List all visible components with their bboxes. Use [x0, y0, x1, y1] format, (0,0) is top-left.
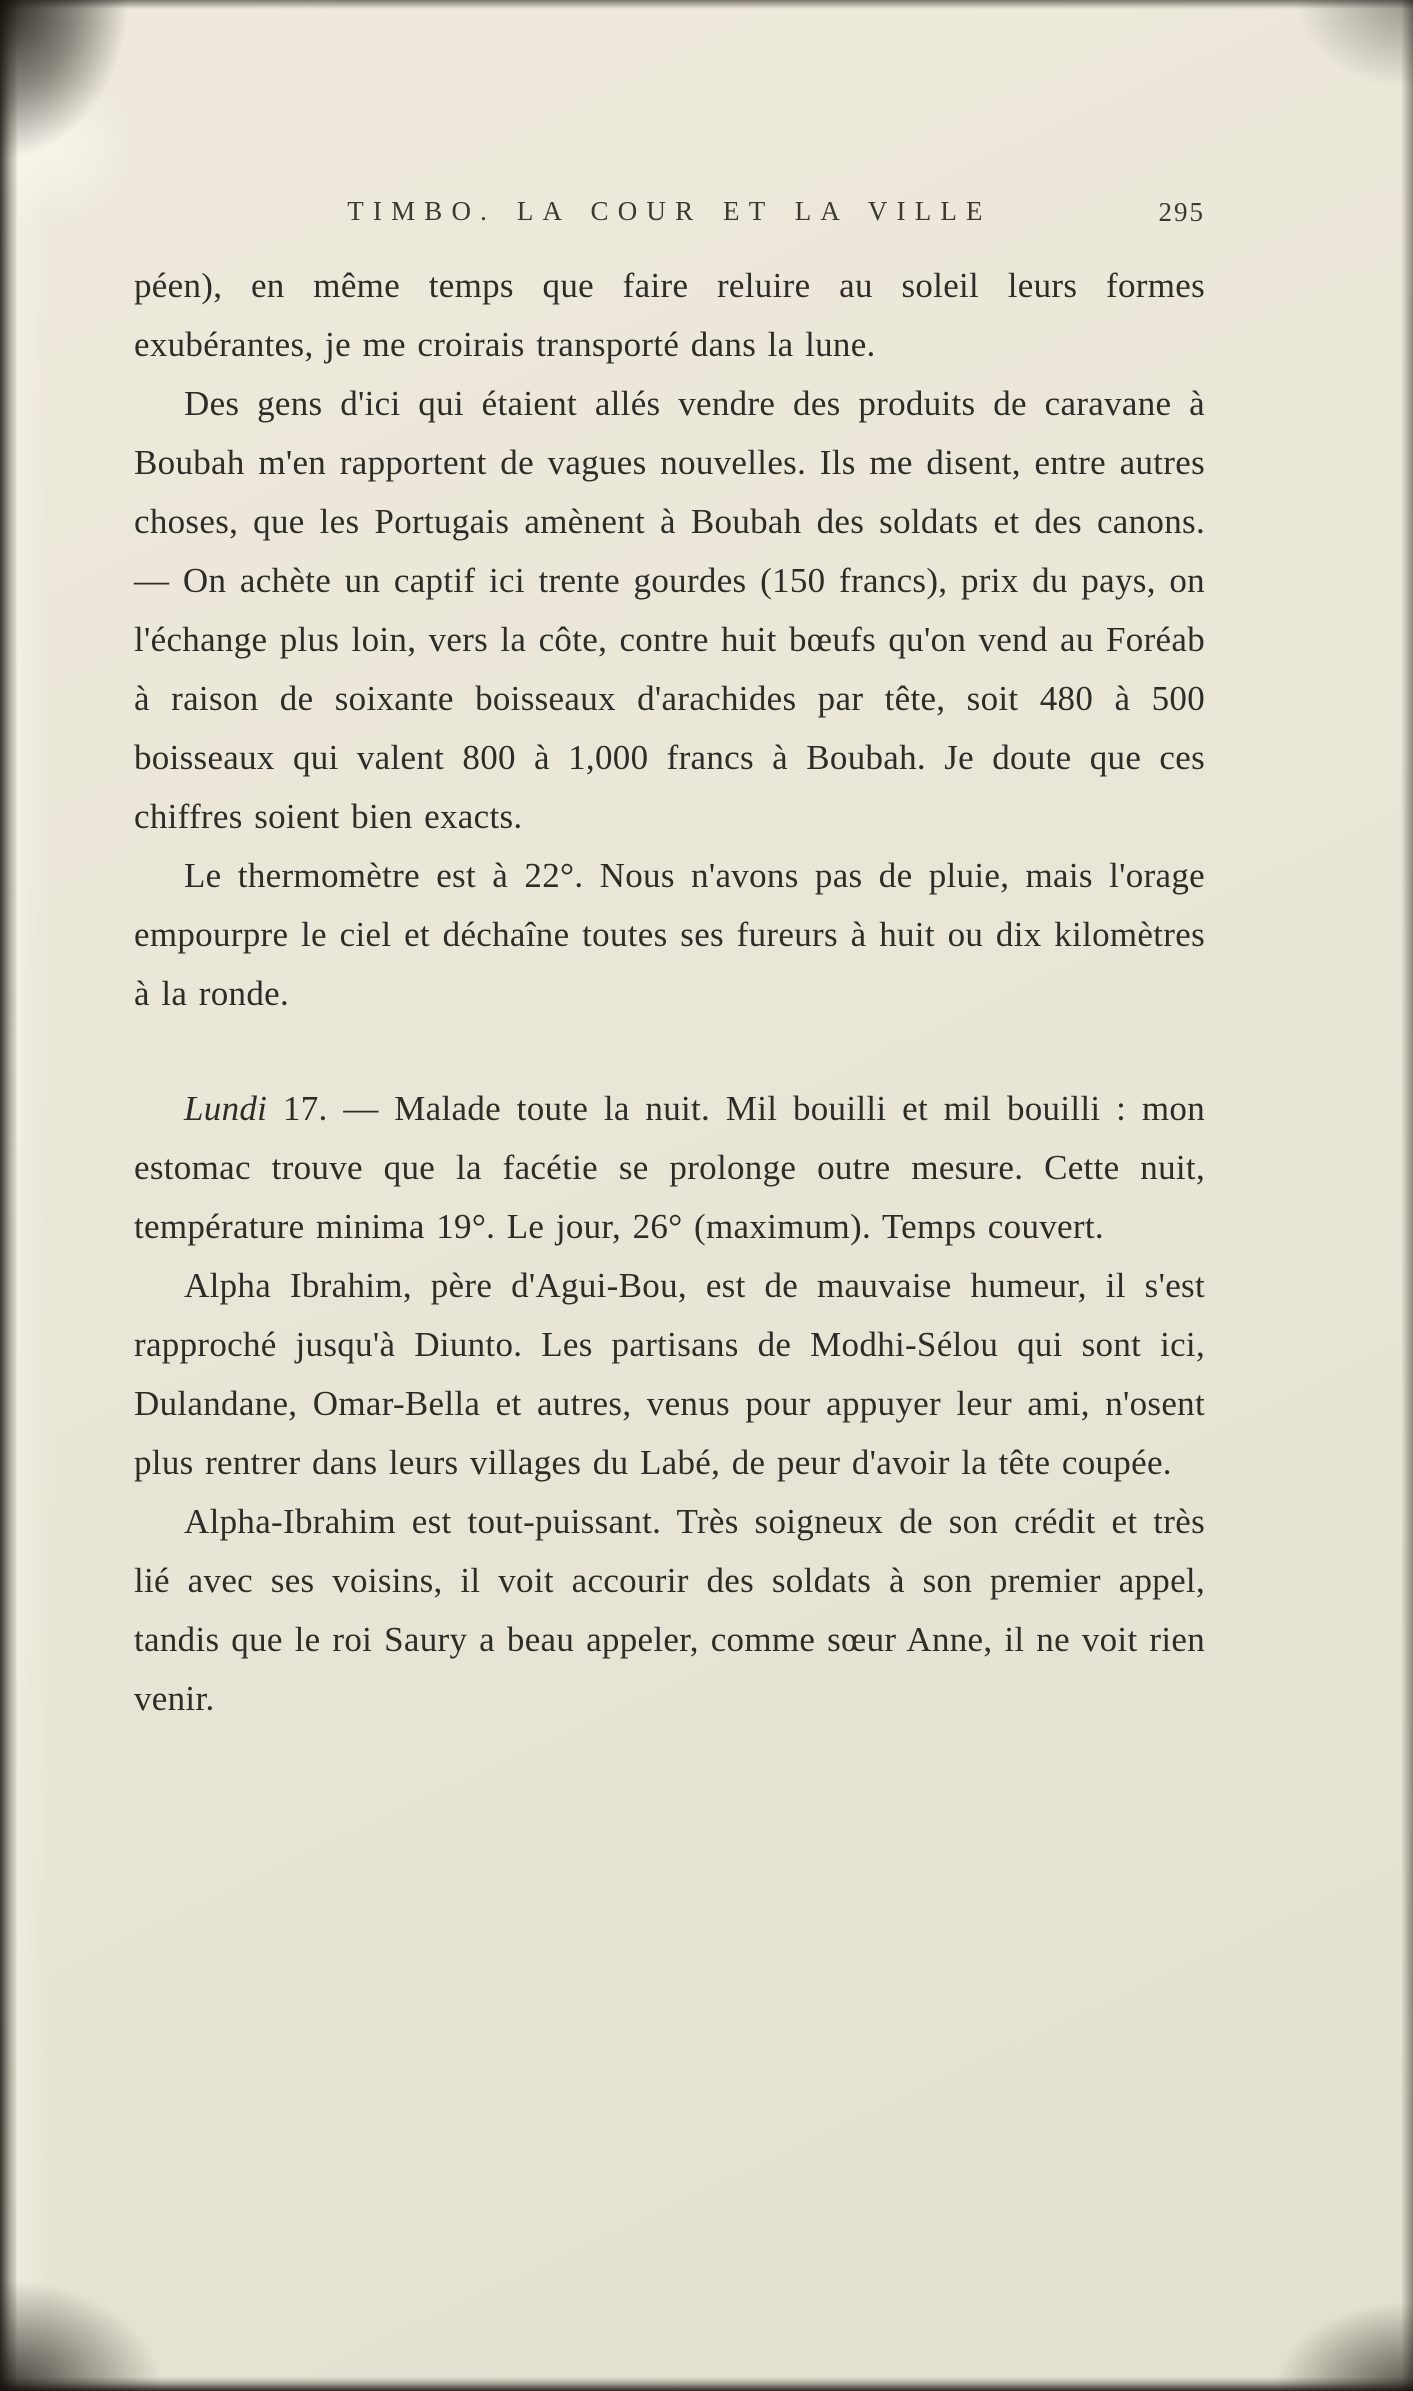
paragraph: Alpha-Ibrahim est tout-puissant. Très soigneux de son crédit et très lié avec ses voisins, il voit accourir des soldats à son premier appel, tandis que le roi Saury a beau appeler, comme sœur Anne, il ne voit rien venir. — [134, 1502, 1205, 1718]
scan-corner-top-left — [0, 0, 130, 160]
paragraph: Le thermomètre est à 22°. Nous n'avons pas de pluie, mais l'orage empourpre le ciel et déchaîne toutes ses fureurs à huit ou dix kilomètres à la ronde. — [134, 856, 1205, 1013]
scan-edge-bottom — [0, 2377, 1413, 2391]
date-italic-label: Lundi — [184, 1089, 268, 1128]
page-title: TIMBO. LA COUR ET LA VILLE — [347, 196, 992, 226]
scan-corner-bottom-right — [1273, 2301, 1413, 2391]
paragraph: péen), en même temps que faire reluire au soleil leurs formes exubérantes, je me croirais transporté dans la lune. — [134, 266, 1205, 364]
scan-edge-right — [1401, 0, 1413, 2391]
paragraph-text: 17. — Malade toute la nuit. Mil bouilli et mil bouilli : mon estomac trouve que la facétie se prolonge outre mesure. Cette nuit, température minima 19°. Le jour, 26° (maximum). Temps couvert. — [134, 1089, 1205, 1246]
paragraph — [134, 1079, 1205, 1256]
page-number: 295 — [1158, 197, 1205, 227]
scan-glare — [18, 90, 138, 230]
paragraph: Alpha Ibrahim, père d'Agui-Bou, est de mauvaise humeur, il s'est rapproché jusqu'à Diunto. Les partisans de Modhi-Sélou qui sont ici, Dulandane, Omar-Bella et autres, venus pour appuyer leur ami, n'osent plus rentrer dans leurs villages du Labé, de peur d'avoir la tête coupée. — [134, 1266, 1205, 1482]
scan-edge-left — [0, 0, 18, 2391]
scan-corner-bottom-left — [0, 2281, 160, 2391]
scan-edge-top — [0, 0, 1413, 9]
scan-edge-highlight — [16, 0, 50, 2391]
scan-corner-top-right — [1293, 0, 1413, 90]
page-header — [134, 196, 1205, 240]
paragraph: Des gens d'ici qui étaient allés vendre des produits de caravane à Boubah m'en rapportent de vagues nouvelles. Ils me disent, entre autres choses, que les Portugais amènent à Boubah des soldats et des canons. — On achète un captif ici trente gourdes (150 francs), prix du pays, on l'échange plus loin, vers la côte, contre huit bœufs qu'on vend au Foréab à raison de soixante boisseaux d'arachides par tête, soit 480 à 500 boisseaux qui valent 800 à 1,000 francs à Boubah. Je doute que ces chiffres soient bien exacts. — [134, 384, 1205, 836]
body-text — [134, 256, 1205, 1728]
